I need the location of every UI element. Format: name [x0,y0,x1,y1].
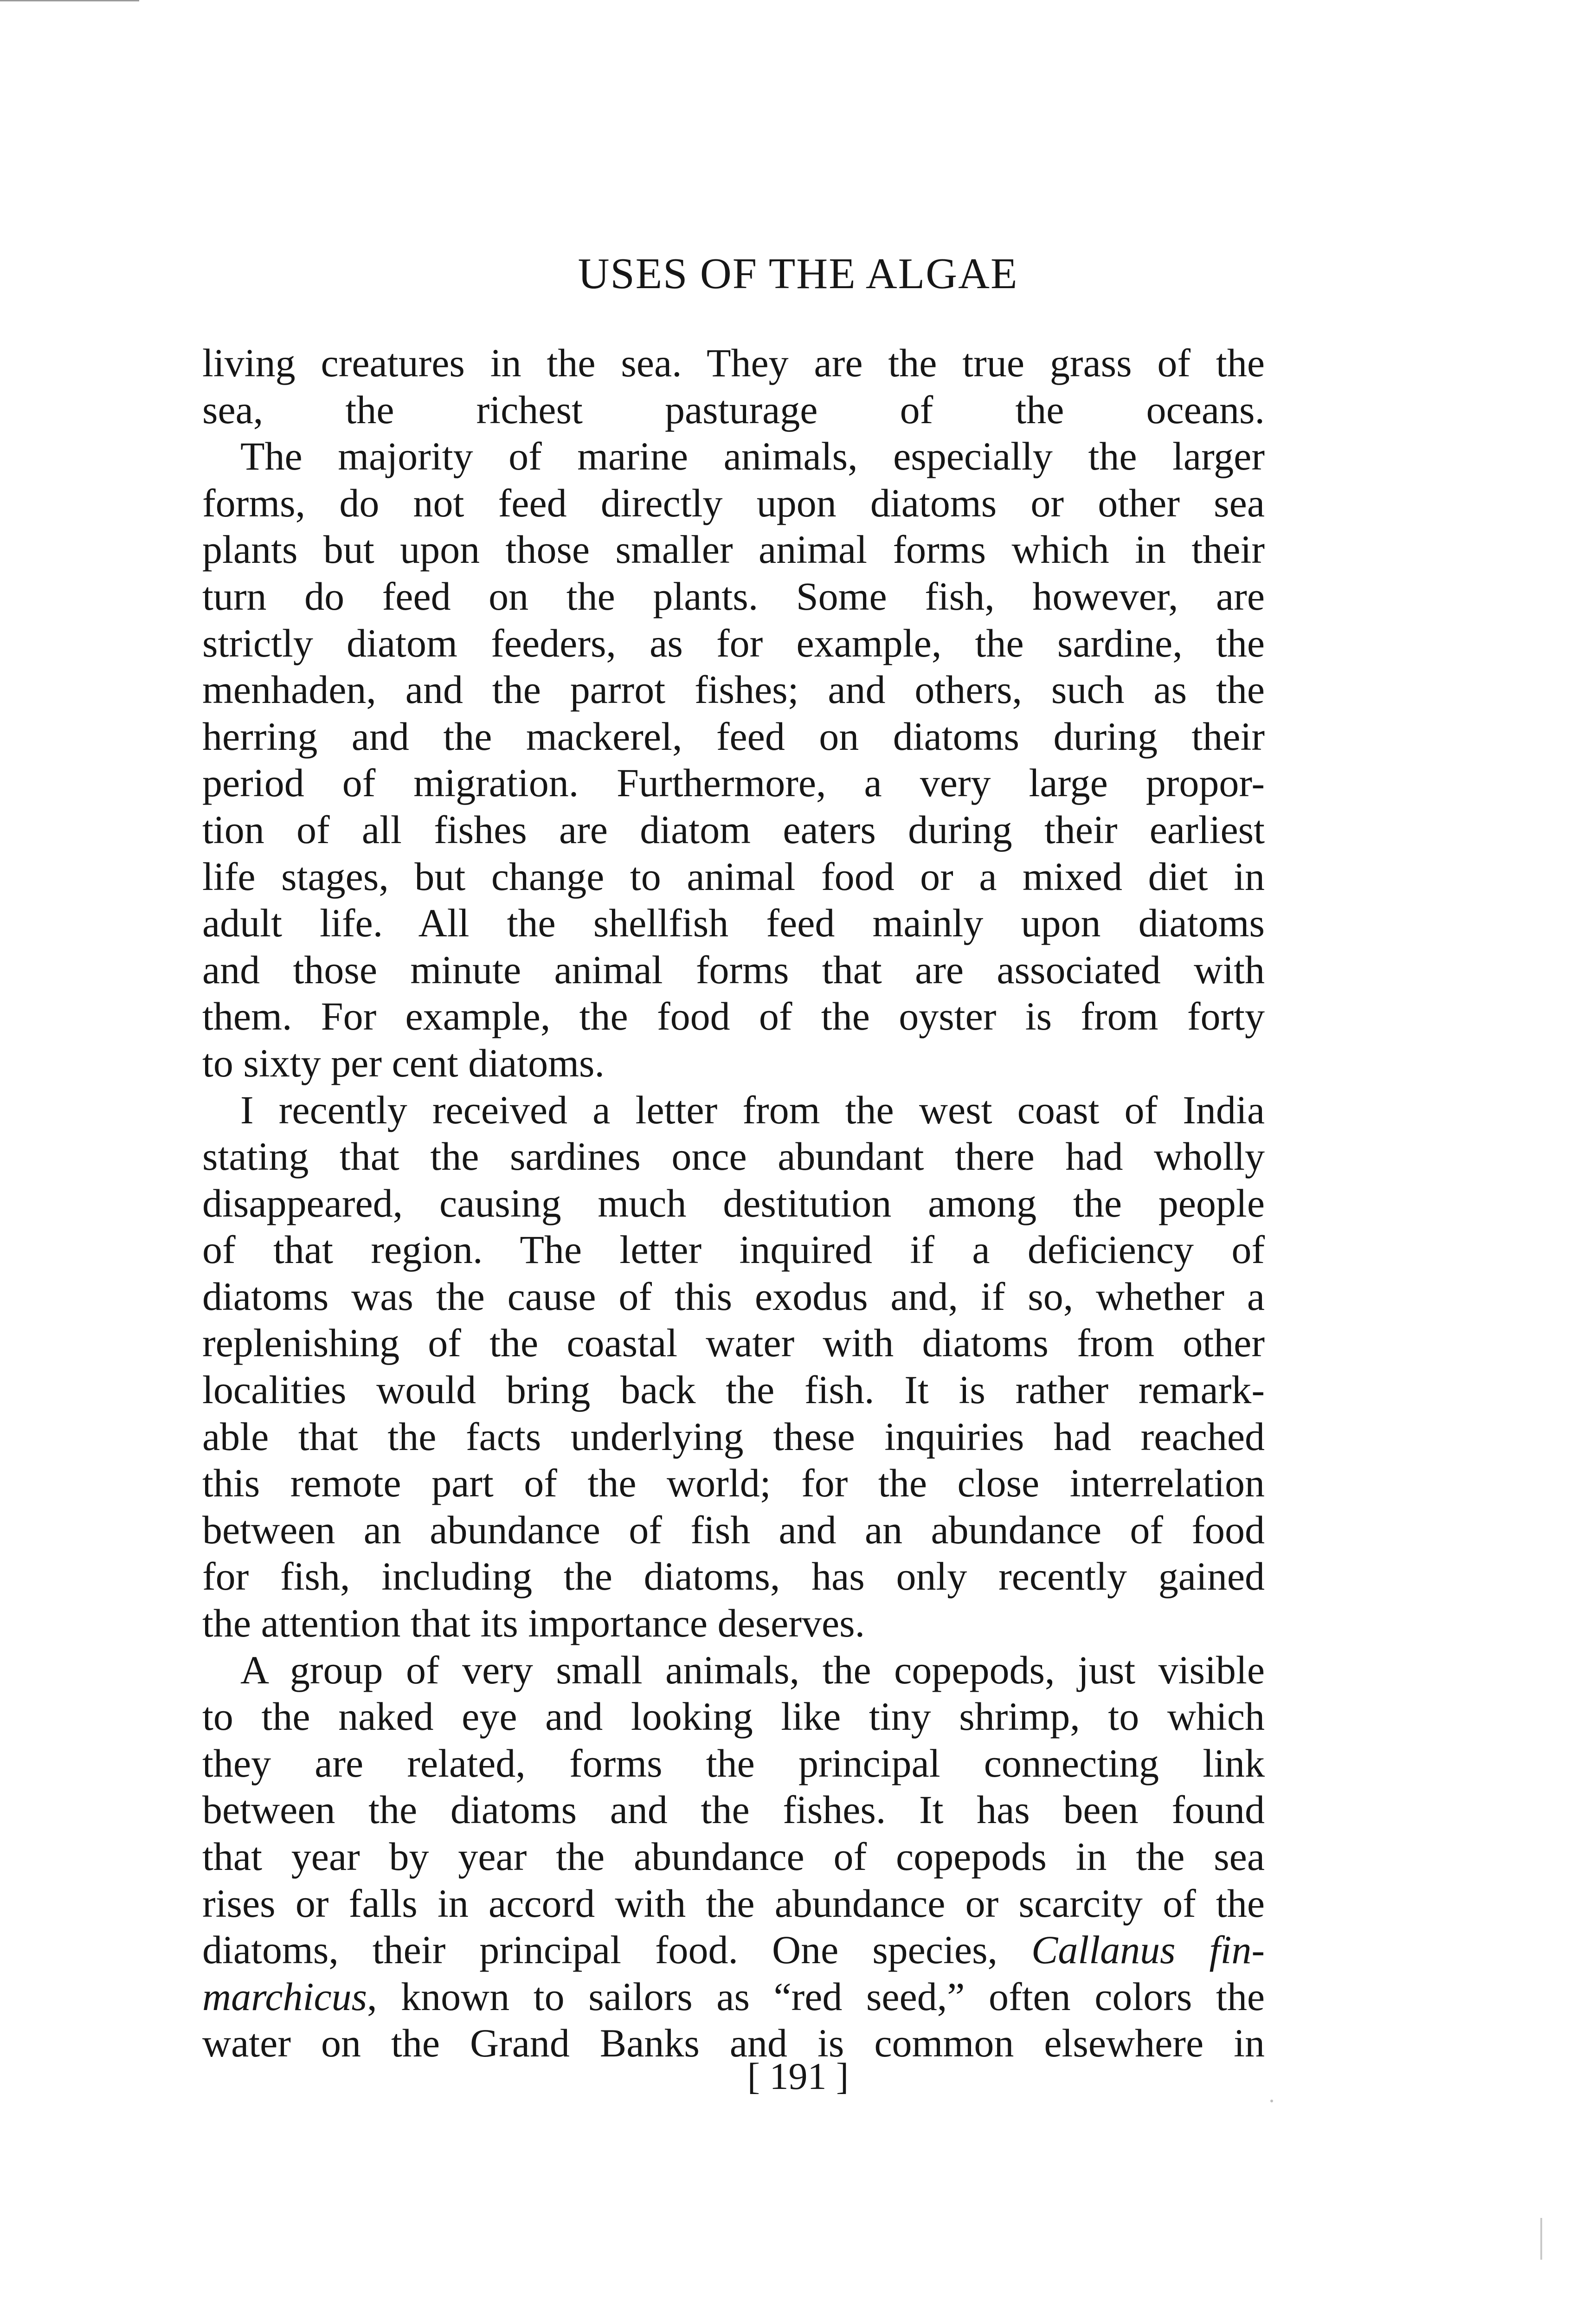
text-line: adult life. All the shellfish feed mainly upon diatoms [202,901,1265,946]
text-line: this remote part of the world; for the close interrelation [202,1461,1265,1506]
text-line: I recently received a letter from the west coast of India [240,1087,1265,1132]
scan-edge-mark [1540,2218,1542,2260]
body-text [202,340,1265,2067]
text-line: sea, the richest pasturage of the oceans. [202,387,1265,432]
text-line: A group of very small animals, the copepods, just visible [240,1647,1265,1692]
paragraph-2 [202,433,1265,1086]
species-name: marchicus [202,1974,367,2019]
text-line: disappeared, causing much destitution among the people [202,1180,1265,1225]
text-line: diatoms was the cause of this exodus and, if so, whether a [202,1274,1265,1319]
text-line: for fish, including the diatoms, has only recently gained [202,1554,1265,1599]
scan-top-rule [0,0,139,1]
text-line: between the diatoms and the fishes. It has been found [202,1787,1265,1832]
text-line: period of migration. Furthermore, a very large propor- [202,760,1265,806]
text-line: strictly diatom feeders, as for example, the sardine, the [202,620,1265,665]
text-line: forms, do not feed directly upon diatoms or other sea [202,480,1265,525]
text-line: they are related, forms the principal connecting link [202,1740,1265,1785]
paragraph-4 [202,1647,1265,2067]
paragraph-3 [202,1087,1265,1647]
text-line: life stages, but change to animal food or a mixed diet in [202,854,1265,899]
scan-speck [1270,2100,1273,2102]
text-line: marchicus, known to sailors as “red seed,” often colors the [202,1974,1265,2019]
text-line: plants but upon those smaller animal forms which in their [202,527,1265,572]
text-line: menhaden, and the parrot fishes; and others, such as the [202,667,1265,712]
text-line: of that region. The letter inquired if a deficiency of [202,1227,1265,1272]
page-number: [ 191 ] [747,2055,849,2097]
text-line: and those minute animal forms that are associated with [202,947,1265,992]
text-line: to the naked eye and looking like tiny shrimp, to which [202,1694,1265,1739]
text-line: turn do feed on the plants. Some fish, however, are [202,574,1265,619]
text-line: water on the Grand Banks and is common elsewhere in [202,2021,1265,2066]
text-line: them. For example, the food of the oyster is from forty [202,994,1265,1039]
text-line: diatoms, their principal food. One species, Callanus fin- [202,1927,1265,1972]
text-line: to sixty per cent diatoms. [202,1040,605,1085]
text-line: the attention that its importance deserves. [202,1601,865,1646]
text-line: tion of all fishes are diatom eaters during their earliest [202,807,1265,852]
species-name: Callanus fin- [1031,1927,1265,1972]
text-line: The majority of marine animals, especially the larger [240,434,1265,479]
text-line: living creatures in the sea. They are the true grass of the [202,341,1265,385]
running-head: USES OF THE ALGAE [578,250,1018,298]
paragraph-1 [202,340,1265,433]
text-line: herring and the mackerel, feed on diatoms during their [202,714,1265,759]
text-line: between an abundance of fish and an abundance of food [202,1507,1265,1552]
text-line: localities would bring back the fish. It is rather remark- [202,1367,1265,1412]
text-line: stating that the sardines once abundant there had wholly [202,1134,1265,1179]
text-line: replenishing of the coastal water with diatoms from other [202,1321,1265,1366]
text-line: that year by year the abundance of copepods in the sea [202,1834,1265,1879]
text-line: able that the facts underlying these inquiries had reached [202,1414,1265,1459]
text-line: rises or falls in accord with the abundance or scarcity of the [202,1881,1265,1926]
